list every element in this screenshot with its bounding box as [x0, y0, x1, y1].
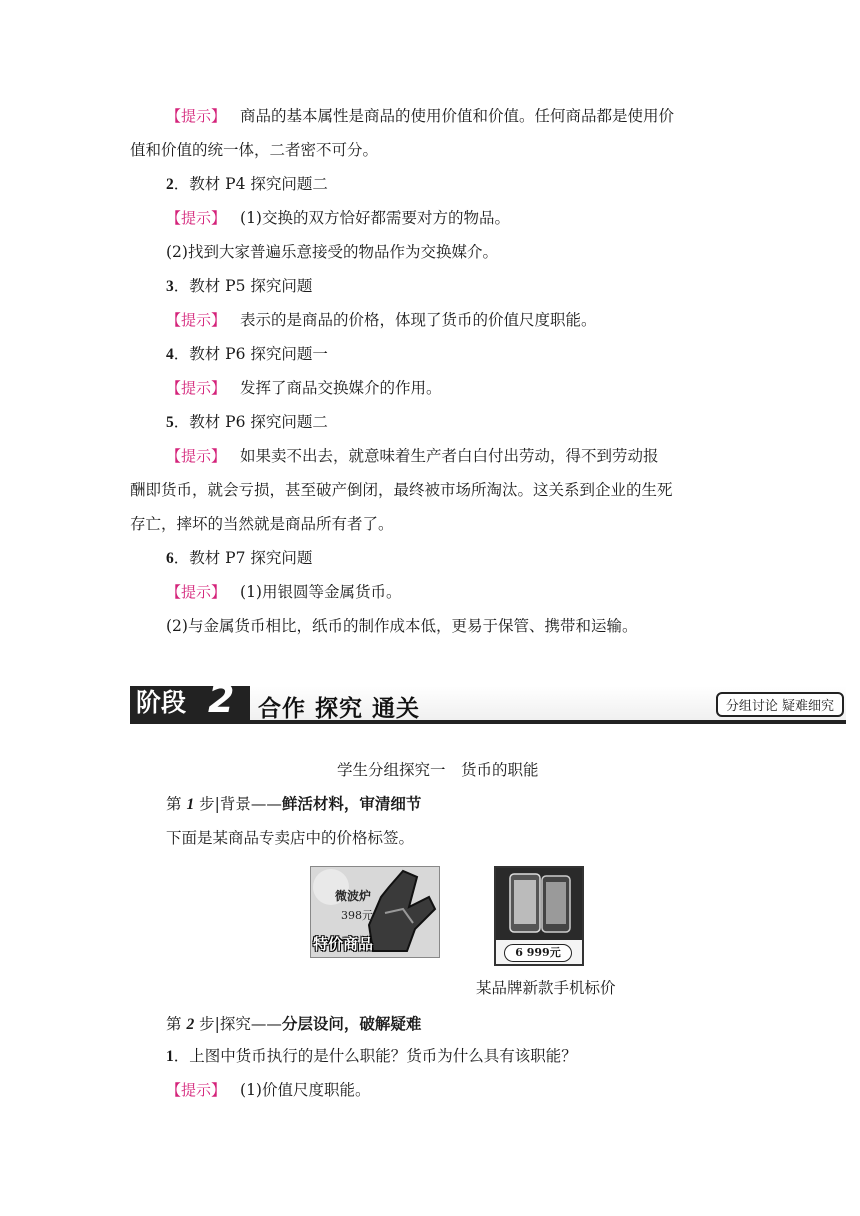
section-heading-4	[166, 344, 328, 365]
paragraph-line: 酬即货币，就会亏损，甚至破产倒闭，最终被市场所淘汰。这关系到企业的生死	[130, 481, 673, 499]
section-number: 3	[166, 278, 174, 295]
tip-line-3	[166, 310, 597, 330]
product-name: 微波炉	[335, 889, 372, 903]
tip-label: 【提示】	[166, 379, 227, 397]
tip-text: 表示的是商品的价格，体现了货币的价值尺度职能。	[240, 311, 597, 329]
stage-label: 阶段	[136, 688, 187, 717]
step-1-heading	[166, 794, 421, 815]
section-heading-6	[166, 548, 312, 569]
section-number: 2	[166, 176, 174, 193]
paragraph-line: 存亡，摔坏的当然就是商品所有者了。	[130, 515, 394, 533]
step-label: 第	[166, 795, 187, 813]
section-number: 5	[166, 414, 174, 431]
tip-line-4	[166, 378, 442, 398]
tip-line-5	[166, 446, 659, 466]
tip-text: 商品的基本属性是商品的使用价值和价值。任何商品都是使用价	[240, 107, 675, 125]
section-title: ．教材 P6 探究问题二	[173, 413, 328, 431]
group-title: 学生分组探究一 货币的职能	[337, 761, 539, 779]
step-number: 2	[186, 1016, 195, 1033]
tip-label: 【提示】	[166, 1081, 227, 1099]
section-heading-3	[166, 276, 312, 297]
question-1	[166, 1046, 577, 1067]
step-label: 第	[166, 1015, 187, 1033]
tip-label: 【提示】	[166, 311, 227, 329]
section-title: ．教材 P6 探究问题一	[173, 345, 328, 363]
tip-text: (1)用银圆等金属货币。	[240, 583, 402, 601]
tip-text: (1)价值尺度职能。	[240, 1081, 371, 1099]
stage-label-box	[130, 677, 250, 721]
step-2-heading	[166, 1014, 421, 1035]
section-title: ．教材 P4 探究问题二	[173, 175, 328, 193]
section-heading-5	[166, 412, 328, 433]
step-subtitle: 鲜活材料，审清细节	[281, 795, 422, 813]
tip-line-1	[166, 106, 674, 126]
step-label-after: 步|背景——	[194, 795, 282, 813]
paragraph-line: 值和价值的统一体，二者密不可分。	[130, 141, 379, 159]
intro-text: 下面是某商品专卖店中的价格标签。	[166, 829, 415, 847]
image-caption: 某品牌新款手机标价	[476, 979, 616, 997]
tip-label: 【提示】	[166, 107, 227, 125]
banner-tag: 分组讨论 疑难细究	[716, 692, 844, 717]
phone-price: 6 999元	[504, 944, 572, 962]
tip-label: 【提示】	[166, 583, 227, 601]
tip-label: 【提示】	[166, 209, 227, 227]
tip-text: 发挥了商品交换媒介的作用。	[240, 379, 442, 397]
banner-title: 合作 探究 通关	[258, 696, 421, 722]
tip-line-answer-1	[166, 1080, 370, 1100]
tip-text: (1)交换的双方恰好都需要对方的物品。	[240, 209, 510, 227]
microwave-price-image	[310, 866, 440, 958]
tip-line-2	[166, 208, 510, 228]
question-text: ．上图中货币执行的是什么职能？货币为什么具有该职能？	[173, 1047, 577, 1065]
question-number: 1	[166, 1048, 174, 1065]
paragraph-line: (2)找到大家普遍乐意接受的物品作为交换媒介。	[166, 243, 498, 261]
stage-number: 2	[208, 677, 235, 721]
section-title: ．教材 P5 探究问题	[173, 277, 313, 295]
step-number: 1	[186, 796, 195, 813]
special-offer-tag: 特价商品	[313, 935, 374, 953]
step-label-after: 步|探究——	[194, 1015, 282, 1033]
paragraph-line: (2)与金属货币相比，纸币的制作成本低，更易于保管、携带和运输。	[166, 617, 638, 635]
product-price: 398元	[341, 909, 373, 922]
section-number: 6	[166, 550, 174, 567]
section-number: 4	[166, 346, 174, 363]
tip-label: 【提示】	[166, 447, 227, 465]
section-title: ．教材 P7 探究问题	[173, 549, 313, 567]
phone-icon	[496, 868, 582, 940]
stage-banner	[130, 677, 846, 726]
tip-text: 如果卖不出去，就意味着生产者白白付出劳动，得不到劳动报	[240, 447, 659, 465]
step-subtitle: 分层设问，破解疑难	[281, 1015, 422, 1033]
section-heading-2	[166, 174, 328, 195]
phone-price-image	[494, 866, 584, 966]
tip-line-6	[166, 582, 401, 602]
